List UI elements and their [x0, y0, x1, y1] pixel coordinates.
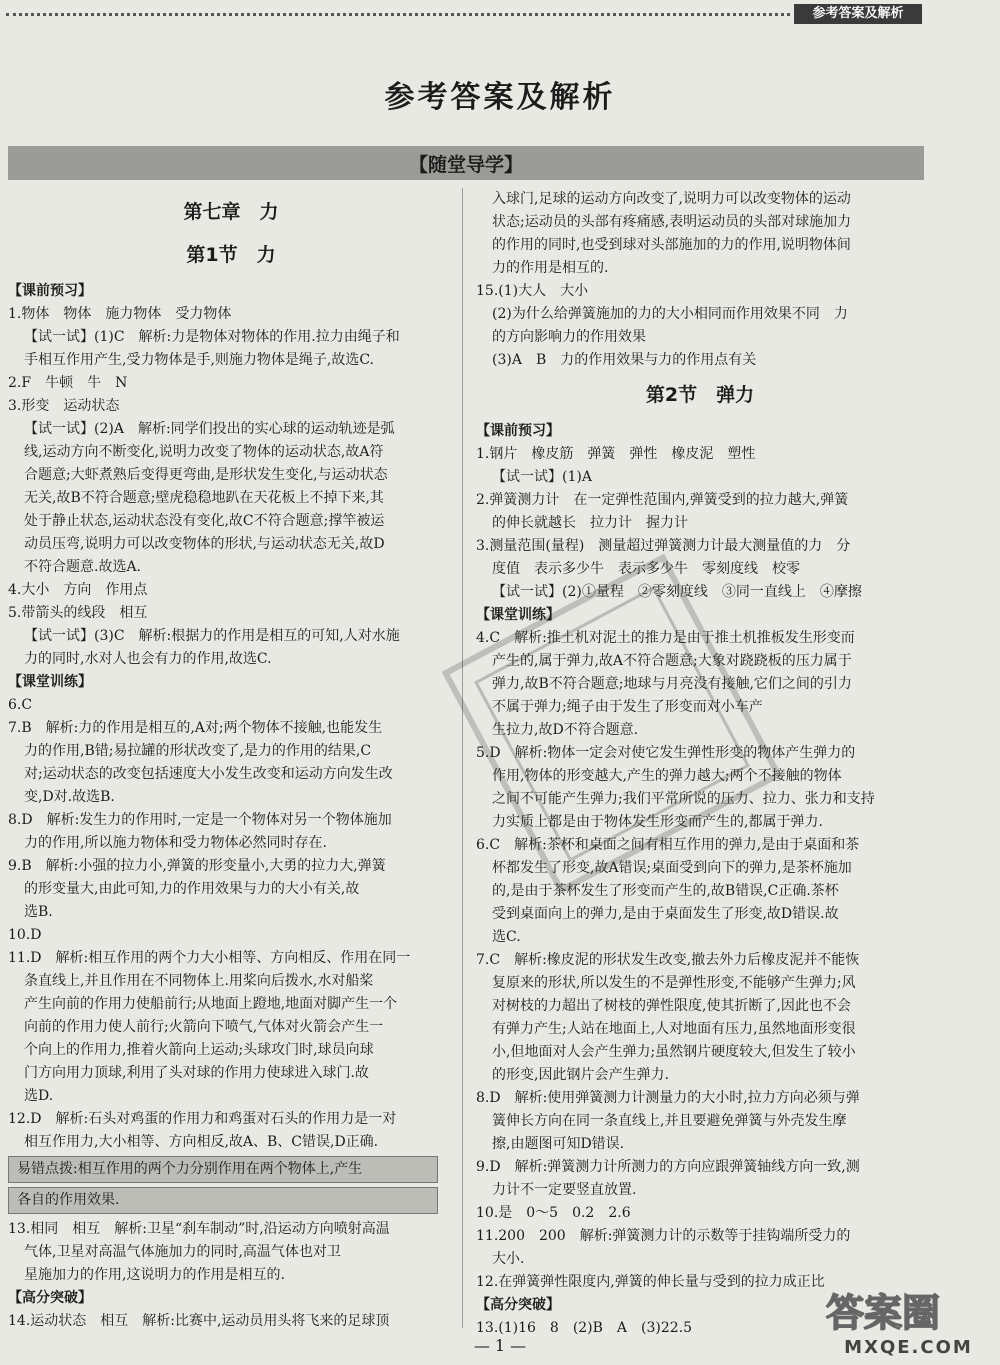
answer-line: 2.F 牛顿 牛 N [8, 375, 128, 391]
answer-line: 1.钢片 橡皮筋 弹簧 弹性 橡皮泥 塑性 [476, 446, 756, 462]
section-heading: 【课堂训练】 [8, 674, 92, 690]
chapter-title: 第七章 力 [183, 201, 279, 223]
answer-line: 簧伸长方向在同一条直线上,并且要避免弹簧与外壳发生摩 [492, 1113, 847, 1129]
answer-line: 不符合题意.故选A. [24, 559, 142, 575]
answer-line: 的伸长就越长 拉力计 握力计 [492, 515, 688, 531]
answer-line: 小,但地面对人会产生弹力;虽然钢片硬度较大,但发生了较小 [492, 1044, 856, 1060]
dotted-rule [6, 13, 790, 16]
watermark-text: 答案圈 [826, 1291, 941, 1335]
answer-line: 线,运动方向不断变化,说明力改变了物体的运动状态,故A符 [24, 444, 384, 460]
watermark-logo [826, 1282, 991, 1358]
right-answer-list-b [476, 420, 924, 1340]
answer-line: 入球门,足球的运动方向改变了,说明力可以改变物体的运动 [492, 191, 851, 207]
answer-line: 的方向影响力的作用效果 [492, 329, 646, 345]
answer-line: 对;运动状态的改变包括速度大小发生改变和运动方向发生改 [24, 766, 393, 782]
answer-line: 个向上的作用力,推着火箭向上运动;头球攻门时,球员向球 [24, 1042, 374, 1058]
tip-box-line: 各自的作用效果. [8, 1187, 438, 1214]
answer-line: 力的作用是相互的. [492, 260, 609, 276]
answer-line: 杯都发生了形变,故A错误;桌面受到向下的弹力,是茶杯施加 [492, 860, 852, 876]
answer-line: 弹力,故B不符合题意;地球与月亮没有接触,它们之间的引力 [492, 676, 852, 692]
answer-line: 不属于弹力;绳子由于发生了形变而对小车产 [492, 699, 763, 715]
answer-line: 5.D 解析:物体一定会对使它发生弹性形变的物体产生弹力的 [476, 745, 856, 761]
answer-line: 6.C 解析:茶杯和桌面之间有相互作用的弹力,是由于桌面和茶 [476, 837, 860, 853]
answer-line: 气体,卫星对高温气体施加力的同时,高温气体也对卫 [24, 1244, 341, 1260]
answer-line: 选C. [492, 929, 521, 945]
answer-line: 4.大小 方向 作用点 [8, 582, 148, 598]
section-heading: 【课堂训练】 [476, 607, 560, 623]
answer-line: 10.是 0～5 0.2 2.6 [476, 1205, 631, 1221]
answer-line: 选B. [24, 904, 53, 920]
answer-line: 3.测量范围(量程) 测量超过弹簧测力计最大测量值的力 分 [476, 538, 851, 554]
section-heading: 【高分突破】 [476, 1297, 560, 1313]
answer-line: 13.相同 相互 解析:卫星“刹车制动”时,沿运动方向喷射高温 [8, 1221, 390, 1237]
answer-line: 13.(1)16 8 (2)B A (3)22.5 [476, 1320, 693, 1336]
answer-line: 有弹力产生;人站在地面上,人对地面有压力,虽然地面形变很 [492, 1021, 856, 1037]
left-answer-list [8, 280, 454, 1333]
answer-line: 度值 表示多少牛 表示多少牛 零刻度线 校零 [492, 561, 800, 577]
answer-line: 力计不一定要竖直放置. [492, 1182, 637, 1198]
answer-line: 生拉力,故D不符合题意. [492, 722, 639, 738]
answer-line: 受到桌面向上的弹力,是由于桌面发生了形变,故D错误.故 [492, 906, 839, 922]
answer-line: 擦,由题图可知D错误. [492, 1136, 625, 1152]
answer-line: 2.弹簧测力计 在一定弹性范围内,弹簧受到的拉力越大,弹簧 [476, 492, 849, 508]
section-title-2: 第2节 弹力 [645, 384, 755, 406]
answer-line: 星施加力的作用,这说明力的作用是相互的. [24, 1267, 285, 1283]
answer-line: 15.(1)大人 大小 [476, 283, 589, 299]
answer-line: 条直线上,并且作用在不同物体上.用桨向后拨水,水对船桨 [24, 973, 374, 989]
answer-line: 复原来的形状,所以发生的不是弹性形变,不能够产生弹力;风 [492, 975, 856, 991]
answer-line: 9.D 解析:弹簧测力计所测力的方向应跟弹簧轴线方向一致,测 [476, 1159, 860, 1175]
answer-line: 【试一试】(1)A [492, 469, 592, 485]
answer-line: 相互作用力,大小相等、方向相反,故A、B、C错误,D正确. [24, 1134, 379, 1150]
answer-line: 5.带箭头的线段 相互 [8, 605, 148, 621]
answer-line: 无关,故B不符合题意;壁虎稳稳地趴在天花板上不掉下来,其 [24, 490, 384, 506]
answer-line: 【试一试】(2)A 解析:同学们投出的实心球的运动轨迹是弧 [24, 421, 395, 437]
answer-line: 4.C 解析:推土机对泥土的推力是由于推土机推板发生形变而 [476, 630, 855, 646]
answer-line: (2)为什么给弹簧施加的力的大小相同而作用效果不同 力 [492, 306, 848, 322]
answer-line: 9.B 解析:小强的拉力小,弹簧的形变量小,大勇的拉力大,弹簧 [8, 858, 386, 874]
answer-line: 手相互作用产生,受力物体是手,则施力物体是绳子,故选C. [24, 352, 375, 368]
answer-line: 【试一试】(2)①量程 ②零刻度线 ③同一直线上 ④摩擦 [492, 584, 862, 600]
answer-line: 的,是由于茶杯发生了形变而产生的,故B错误,C正确.茶杯 [492, 883, 839, 899]
page-number: — 1 — [473, 1336, 527, 1355]
answer-line: 力的同时,水对人也会有力的作用,故选C. [24, 651, 272, 667]
right-answer-list-a [476, 188, 924, 372]
answer-line: 11.200 200 解析:弹簧测力计的示数等于挂钩端所受力的 [476, 1228, 851, 1244]
answer-line: 向前的作用力使人前行;火箭向下喷气,气体对火箭会产生一 [24, 1019, 384, 1035]
answer-line: 10.D [8, 927, 42, 943]
top-bar [0, 0, 1000, 24]
answer-line: 的形变,因此钢片会产生弹力. [492, 1067, 669, 1083]
answer-line: 大小. [492, 1251, 525, 1267]
section-banner [8, 146, 924, 180]
section-title-1: 第1节 力 [186, 244, 276, 266]
left-column [8, 188, 454, 1333]
answer-line: 8.D 解析:发生力的作用时,一定是一个物体对另一个物体施加 [8, 812, 392, 828]
answer-line: 状态;运动员的头部有疼痛感,表明运动员的头部对球施加力 [492, 214, 852, 230]
watermark-url: MXQE.COM [844, 1337, 973, 1358]
answer-line: 选D. [24, 1088, 54, 1104]
answer-line: 力实质上都是由于物体发生形变而产生的,都属于弹力. [492, 814, 823, 830]
answer-line: 处于静止状态,运动状态没有变化,故C不符合题意;撑竿被运 [24, 513, 385, 529]
section-heading: 【课前预习】 [476, 423, 560, 439]
answer-line: 产生的,属于弹力,故A不符合题意;大象对跷跷板的压力属于 [492, 653, 852, 669]
answer-line: 变,D对.故选B. [24, 789, 115, 805]
answer-line: 12.在弹簧弹性限度内,弹簧的伸长量与受到的拉力成正比 [476, 1274, 825, 1290]
tip-box-line: 易错点拨:相互作用的两个力分别作用在两个物体上,产生 [8, 1156, 438, 1183]
header-tag: 参考答案及解析 [794, 4, 922, 24]
answer-line: 力的作用,所以施力物体和受力物体必然同时存在. [24, 835, 327, 851]
answer-line: 12.D 解析:石头对鸡蛋的作用力和鸡蛋对石头的作用力是一对 [8, 1111, 397, 1127]
section-banner-label: 【随堂导学】 [408, 154, 523, 176]
answer-line: 【试一试】(3)C 解析:根据力的作用是相互的可知,人对水施 [24, 628, 400, 644]
answer-line: 的作用的同时,也受到球对头部施加的力的作用,说明物体间 [492, 237, 851, 253]
answer-line: 力的作用,B错;易拉罐的形状改变了,是力的作用的结果,C [24, 743, 372, 759]
section-heading: 【课前预习】 [8, 283, 92, 299]
answer-line: 作用,物体的形变越大,产生的弹力越大;两个不接触的物体 [492, 768, 842, 784]
answer-line: (3)A B 力的作用效果与力的作用点有关 [492, 352, 757, 368]
answer-line: 6.C [8, 697, 33, 713]
page-title: 参考答案及解析 [384, 80, 616, 115]
answer-line: 产生向前的作用力使船前行;从地面上蹬地,地面对脚产生一个 [24, 996, 398, 1012]
answer-line: 的形变量大,由此可知,力的作用效果与力的大小有关,故 [24, 881, 360, 897]
answer-line: 合题意;大虾煮熟后变得更弯曲,是形状发生变化,与运动状态 [24, 467, 388, 483]
answer-line: 11.D 解析:相互作用的两个力大小相等、方向相反、作用在同一 [8, 950, 411, 966]
answer-line: 之间不可能产生弹力;我们平常所说的压力、拉力、张力和支持 [492, 791, 875, 807]
answer-line: 1.物体 物体 施力物体 受力物体 [8, 306, 232, 322]
column-divider [462, 188, 463, 1328]
answer-line: 14.运动状态 相互 解析:比赛中,运动员用头将飞来的足球顶 [8, 1313, 390, 1329]
answer-line: 8.D 解析:使用弹簧测力计测量力的大小时,拉力方向必须与弹 [476, 1090, 860, 1106]
section-heading: 【高分突破】 [8, 1290, 92, 1306]
answer-line: 对树枝的力超出了树枝的弹性限度,使其折断了,因此也不会 [492, 998, 851, 1014]
answer-line: 门方向用力顶球,利用了头对球的作用力使球进入球门.故 [24, 1065, 369, 1081]
answer-line: 动员压弯,说明力可以改变物体的形状,与运动状态无关,故D [24, 536, 385, 552]
answer-line: 3.形变 运动状态 [8, 398, 120, 414]
answer-line: 【试一试】(1)C 解析:力是物体对物体的作用.拉力由绳子和 [24, 329, 400, 345]
answer-line: 7.C 解析:橡皮泥的形状发生改变,撤去外力后橡皮泥并不能恢 [476, 952, 860, 968]
answer-line: 7.B 解析:力的作用是相互的,A对;两个物体不接触,也能发生 [8, 720, 383, 736]
